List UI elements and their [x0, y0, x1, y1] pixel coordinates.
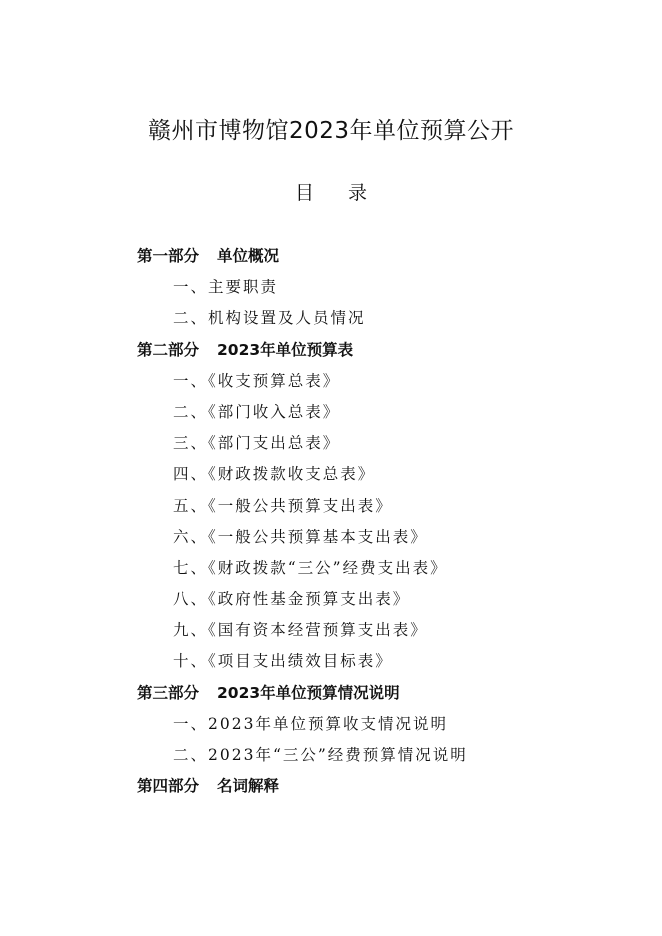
part-label: 第二部分: [137, 340, 200, 359]
part-name: 单位概况: [217, 247, 280, 265]
toc-item: 四、《财政拨款收支总表》: [173, 465, 376, 484]
toc-item: 九、《国有资本经营预算支出表》: [173, 621, 428, 640]
toc-item: 一、2023年单位预算收支情况说明: [173, 714, 448, 733]
toc-item: 十、《项目支出绩效目标表》: [173, 652, 393, 671]
toc-item: 一、主要职责: [173, 278, 279, 297]
toc-item: 七、《财政拨款“三公”经费支出表》: [173, 558, 448, 577]
toc-item: 三、《部门支出总表》: [173, 434, 341, 453]
toc-item: 五、《一般公共预算支出表》: [173, 496, 393, 515]
toc-item: 一、《收支预算总表》: [173, 371, 341, 390]
toc-part-2: [137, 335, 637, 366]
toc-heading: 目 录: [294, 182, 382, 204]
part-label: 第一部分: [137, 247, 200, 265]
toc-item: 六、《一般公共预算基本支出表》: [173, 527, 428, 546]
toc-part-3: [137, 678, 637, 709]
part-label: 第三部分: [137, 683, 200, 702]
toc-item: 八、《政府性基金预算支出表》: [173, 590, 411, 609]
toc-part-1: [137, 241, 637, 272]
toc-part-4: [137, 771, 637, 802]
document-title: 赣州市博物馆2023年单位预算公开: [147, 118, 515, 144]
part-name: 2023年单位预算表: [217, 340, 354, 359]
table-of-contents: [137, 241, 637, 802]
part-label: 第四部分: [137, 777, 200, 796]
toc-item: 二、《部门收入总表》: [173, 402, 341, 421]
toc-item: 二、机构设置及人员情况: [173, 309, 366, 328]
toc-item: 二、2023年“三公”经费预算情况说明: [173, 746, 468, 764]
part-name: 2023年单位预算情况说明: [217, 683, 400, 702]
part-name: 名词解释: [217, 777, 280, 796]
